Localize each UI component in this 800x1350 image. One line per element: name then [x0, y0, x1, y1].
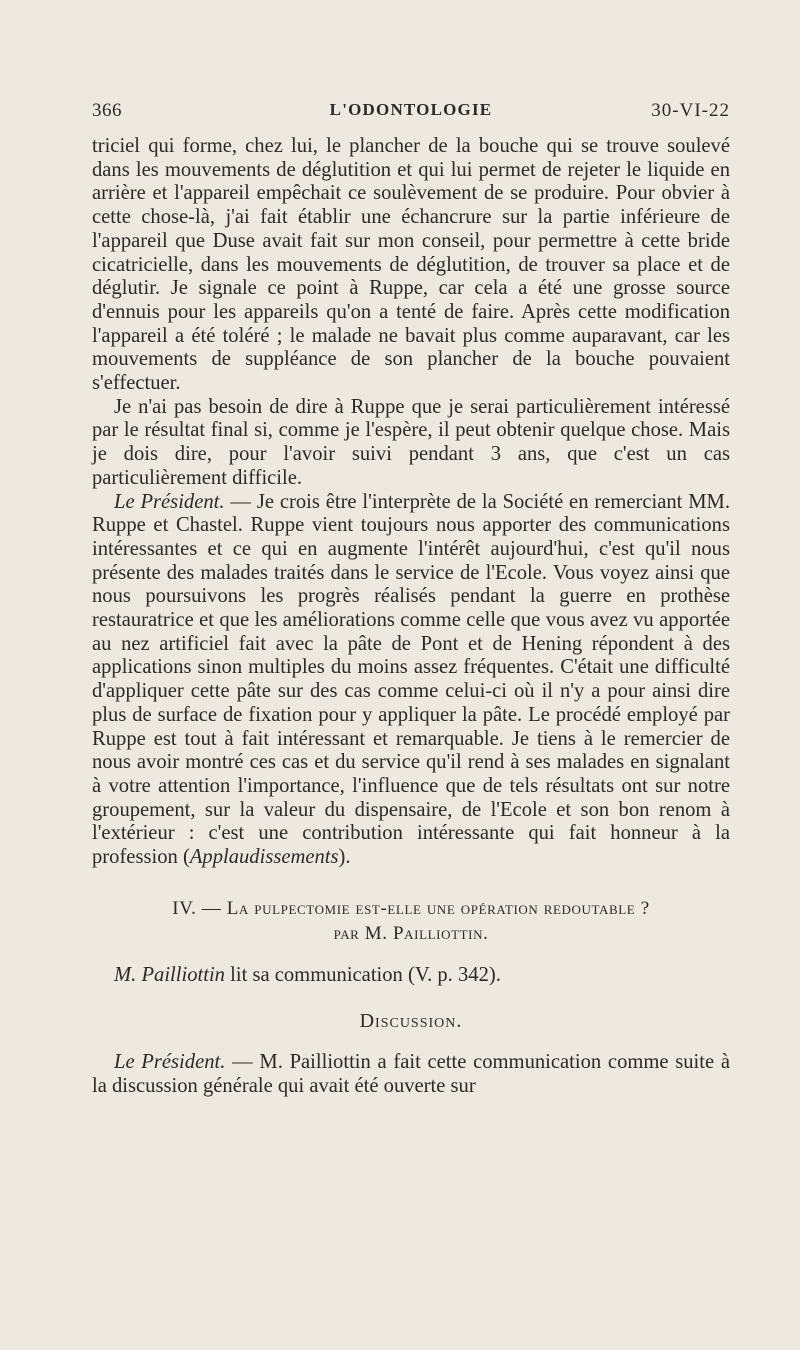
paragraph-text: lit sa communication (V. p. 342). [224, 963, 501, 986]
page-number: 366 [92, 100, 122, 121]
paragraph-president-remarks [92, 491, 730, 870]
section-heading-author: par M. Pailliottin. [333, 922, 489, 944]
paragraph-discussion [92, 1051, 730, 1098]
running-head [92, 100, 730, 128]
paragraph-reading [92, 964, 730, 988]
paragraph-end: ). [338, 846, 351, 869]
section-heading [92, 896, 730, 946]
paragraph-text: — M. Pailliottin a fait cette communication comme suite à la discussion générale qui avait été ouverte sur [92, 1051, 730, 1097]
issue-date: 30-VI-22 [651, 100, 730, 121]
body-text [92, 135, 730, 1099]
speaker-name: M. Pailliottin [114, 963, 225, 986]
paragraph-text: — Je crois être l'interprète de la Société en remerciant MM. Ruppe et Chastel. Ruppe vient toujours nous apporter des communications intéressantes et ce qui en augmente l'intérêt aujourd'hui, c'est qu'il nous présente des malades traités dans le service de l'Ecole. Vous voyez ainsi que nous poursuivons les progrès réalisés pendant la guerre en prothèse restauratrice et que les améliorations comme celle que vous avez vu apportée au nez artificiel fait avec la pâte de Pont et de Hening répondent à des applications sinon multiples du moins assez fréquentes. C'était une difficulté d'appliquer cette pâte sur des cas comme celui-ci où il n'y a pour ainsi dire plus de surface de fixation pour y appliquer la pâte. Le procédé employé par Ruppe est tout à fait intéressant et remarquable. Je tiens à le remercier de nous avoir montré ces cas et du service qu'il rend à ses malades en signalant à votre attention l'importance, l'influence que de tels résultats ont sur notre groupement, sur la valeur du dispensaire, de l'Ecole et son bon renom à l'extérieur : c'est une contribution intéressante qui fait honneur à la profession ( [92, 490, 730, 869]
paragraph-continued: triciel qui forme, chez lui, le plancher de la bouche qui se trouve soulevé dans les mouvements de déglutition et qui lui permet de rejeter le liquide en arrière et l'appareil empêchait ce soulèvement de se produire. Pour obvier à cette chose-là, j'ai fait établir une échancrure sur la partie inférieure de l'appareil que Duse avait fait sur mon conseil, pour permettre à cette bride cicatricielle, dans les mouvements de déglutition, de trouver sa place et de déglutir. Je signale ce point à Ruppe, car cela a été une grosse source d'ennuis pour les appareils qu'on a tenté de faire. Après cette modification l'appareil a été toléré ; le malade ne bavait plus comme auparavant, car les mouvements de suppléance de son plancher de la bouche pouvaient s'effectuer. [92, 135, 730, 395]
speaker-name: Le Président. [114, 490, 225, 513]
section-heading-title: IV. — La pulpectomie est-elle une opération redoutable ? [172, 897, 650, 919]
paragraph: Je n'ai pas besoin de dire à Ruppe que je serai particulièrement intéressé par le résultat final si, comme je l'espère, il peut obtenir quelque chose. Mais je dois dire, pour l'avoir suivi pendant 3 ans, que c'est un cas particulièrement difficile. [92, 395, 730, 489]
applause-note: Applaudissements [189, 846, 339, 869]
discussion-heading: Discussion. [359, 1009, 463, 1032]
speaker-name: Le Président. [114, 1051, 226, 1074]
journal-title: L'ODONTOLOGIE [329, 100, 493, 119]
